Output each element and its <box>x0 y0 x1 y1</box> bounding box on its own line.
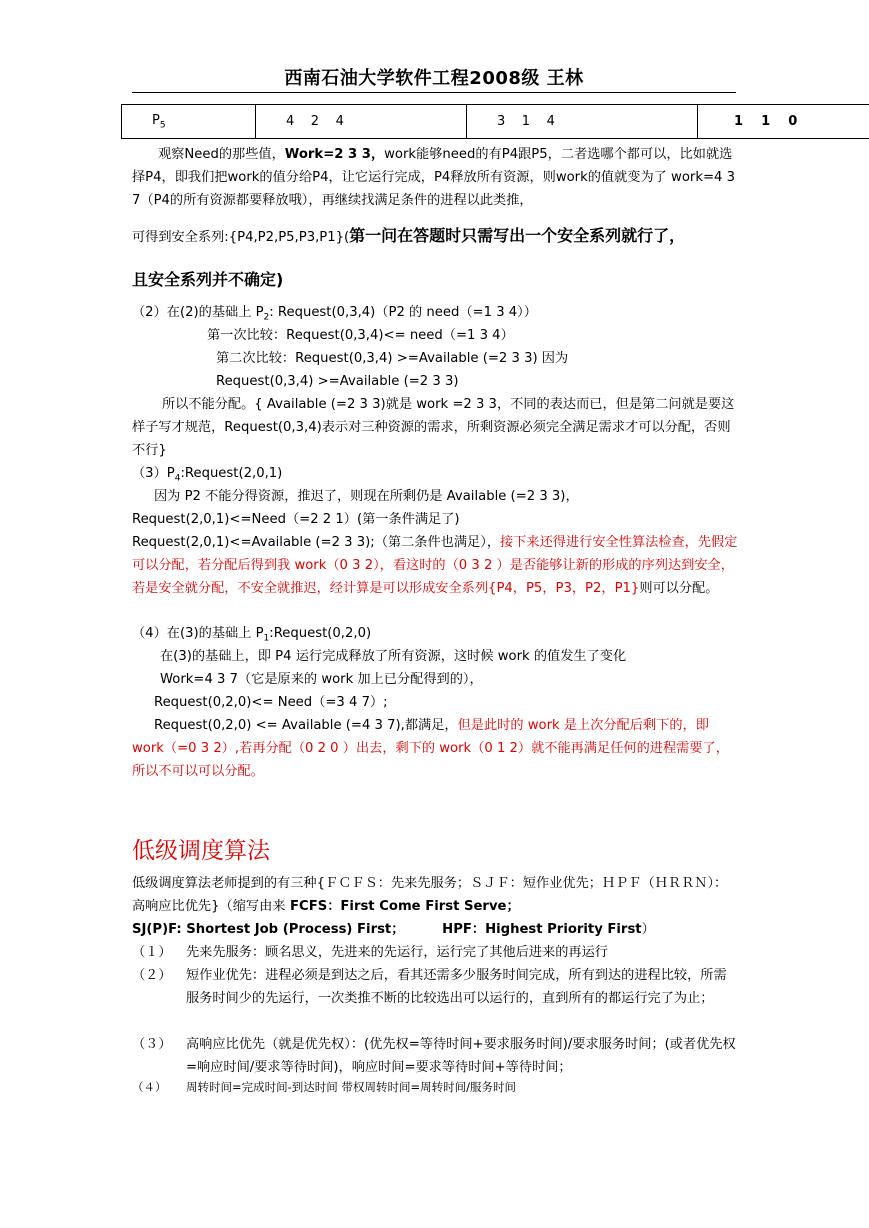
q4-work-change: 在(3)的基础上，即 P4 运行完成释放了所有资源，这时候 work 的值发生了变化 <box>160 649 627 664</box>
q4-conclusion: Request(0,2,0) <= Available (=4 3 7),都满足，但是此时的 work 是上次分配后剩下的，即 work（=0 3 2）,若再分配（0 2 0 ）出去，剩下的 work（0 1 2）就不能再满足任何的进程需要了，所以不可以可以分配。 <box>132 718 729 779</box>
list-item-number: （４） <box>132 1080 167 1094</box>
list-item-number: （１） <box>132 945 172 960</box>
paragraph-need-analysis: 观察Need的那些值，Work=2 3 3，work能够need的有P4跟P5，二者选哪个都可以，比如就选择P4，即我们把work的值分给P4，让它运行完成，P4释放所有资源，则work的值就变为了 work=4 3 7（P4的所有资源都要释放哦），再继续找满足条件的进程以此类推， <box>132 147 735 208</box>
q3-available-note: 因为 P2 不能分得资源，推迟了，则现在所剩仍是 Available (=2 3 3)， <box>154 489 579 504</box>
paragraph-safe-sequence-note: 且安全系列并不确定) <box>132 270 284 289</box>
process-subscript: 5 <box>159 120 166 131</box>
header-rule <box>132 92 736 93</box>
page-header-title: 西南石油大学软件工程2008级 王林 <box>284 68 584 89</box>
q2-heading: （2）在(2)的基础上 $P_2$: Request(0,3,4)（P2 的 need（=1 3 4）） <box>132 305 537 323</box>
list-item-number: （３） <box>132 1037 172 1052</box>
list-item: 周转时间=完成时间-到达时间 带权周转时间=周转时间/服务时间 <box>186 1080 516 1094</box>
paragraph-safe-sequence: 可得到安全系列:{P4,P2,P5,P3,P1}(第一问在答题时只需写出一个安全系列就行了， <box>132 226 686 245</box>
q2-reason: Request(0,3,4) >=Available (=2 3 3) <box>216 374 459 389</box>
q4-work-value: Work=4 3 7（它是原来的 work 加上已分配得到的）， <box>160 672 483 687</box>
available-cell: 1 1 0 <box>698 105 869 139</box>
q4-need-compare: Request(0,2,0)<= Need（=3 4 7）; <box>154 695 388 710</box>
list-item: 高响应比优先（就是优先权）：(优先权=等待时间+要求服务时间)/要求服务时间；(或者优先权=响应时间/要求等待时间)，响应时间=要求等待时间+等待时间； <box>186 1037 736 1075</box>
list-item: 先来先服务：顾名思义，先进来的先运行，运行完了其他后进来的再运行 <box>186 945 608 960</box>
q3-need-compare: Request(2,0,1)<=Need（=2 2 1）(第一条件满足了) <box>132 512 460 527</box>
q2-explanation: 所以不能分配。{ Available (=2 3 3)就是 work =2 3 3，不同的表达而已，但是第二问就是要这样子写才规范，Request(0,3,4)表示对三种资源的需求，所剩资源必须完全满足需求才可以分配，否则不行} <box>132 397 735 458</box>
process-label: P <box>152 112 160 128</box>
section-title: 低级调度算法 <box>132 838 270 864</box>
allocation-cell: 4 2 4 <box>256 105 467 139</box>
table-row <box>122 105 869 139</box>
abbreviation-line: SJ(P)F: Shortest Job (Process) First； HPF：Highest Priority First） <box>132 922 655 937</box>
list-item: 短作业优先：进程必须是到达之后，看其还需多少服务时间完成，所有到达的进程比较，所需服务时间少的先运行，一次类推不断的比较选出可以运行的，直到所有的都运行完了为止； <box>186 968 727 1006</box>
q2-second-compare: 第二次比较：Request(0,3,4) >=Available (=2 3 3) 因为 <box>216 351 569 366</box>
list-item-number: （２） <box>132 968 172 983</box>
q3-heading: $(3)P_4:Request(2,0,1)$ <box>132 466 283 484</box>
q4-heading: （4）在(3)的基础上 $P_1:Request(0,2,0)$ <box>132 626 372 644</box>
process-cell <box>122 105 256 139</box>
q3-safety-check: Request(2,0,1)<=Available (=2 3 3);（第二条件也满足），接下来还得进行安全性算法检查，先假定可以分配，若分配后得到我 work（0 3 2），看这时的（0 3 2 ）是否能够让新的形成的序列达到安全，若是安全就分配，不安全就推迟，经计算是可以形成安全系列{P4，P5，P3，P2，P1}则可以分配。 <box>132 535 738 596</box>
scheduling-intro: 低级调度算法老师提到的有三种{ＦＣＦＳ：先来先服务；ＳＪＦ：短作业优先；ＨＰＦ（ＨＲＲＮ）：高响应比优先}（缩写由来 FCFS：First Come First Serve； <box>132 876 728 914</box>
resource-table <box>121 104 869 139</box>
need-cell: 3 1 4 <box>467 105 698 139</box>
q2-first-compare: 第一次比较：Request(0,3,4)<= need（=1 3 4） <box>207 328 514 343</box>
